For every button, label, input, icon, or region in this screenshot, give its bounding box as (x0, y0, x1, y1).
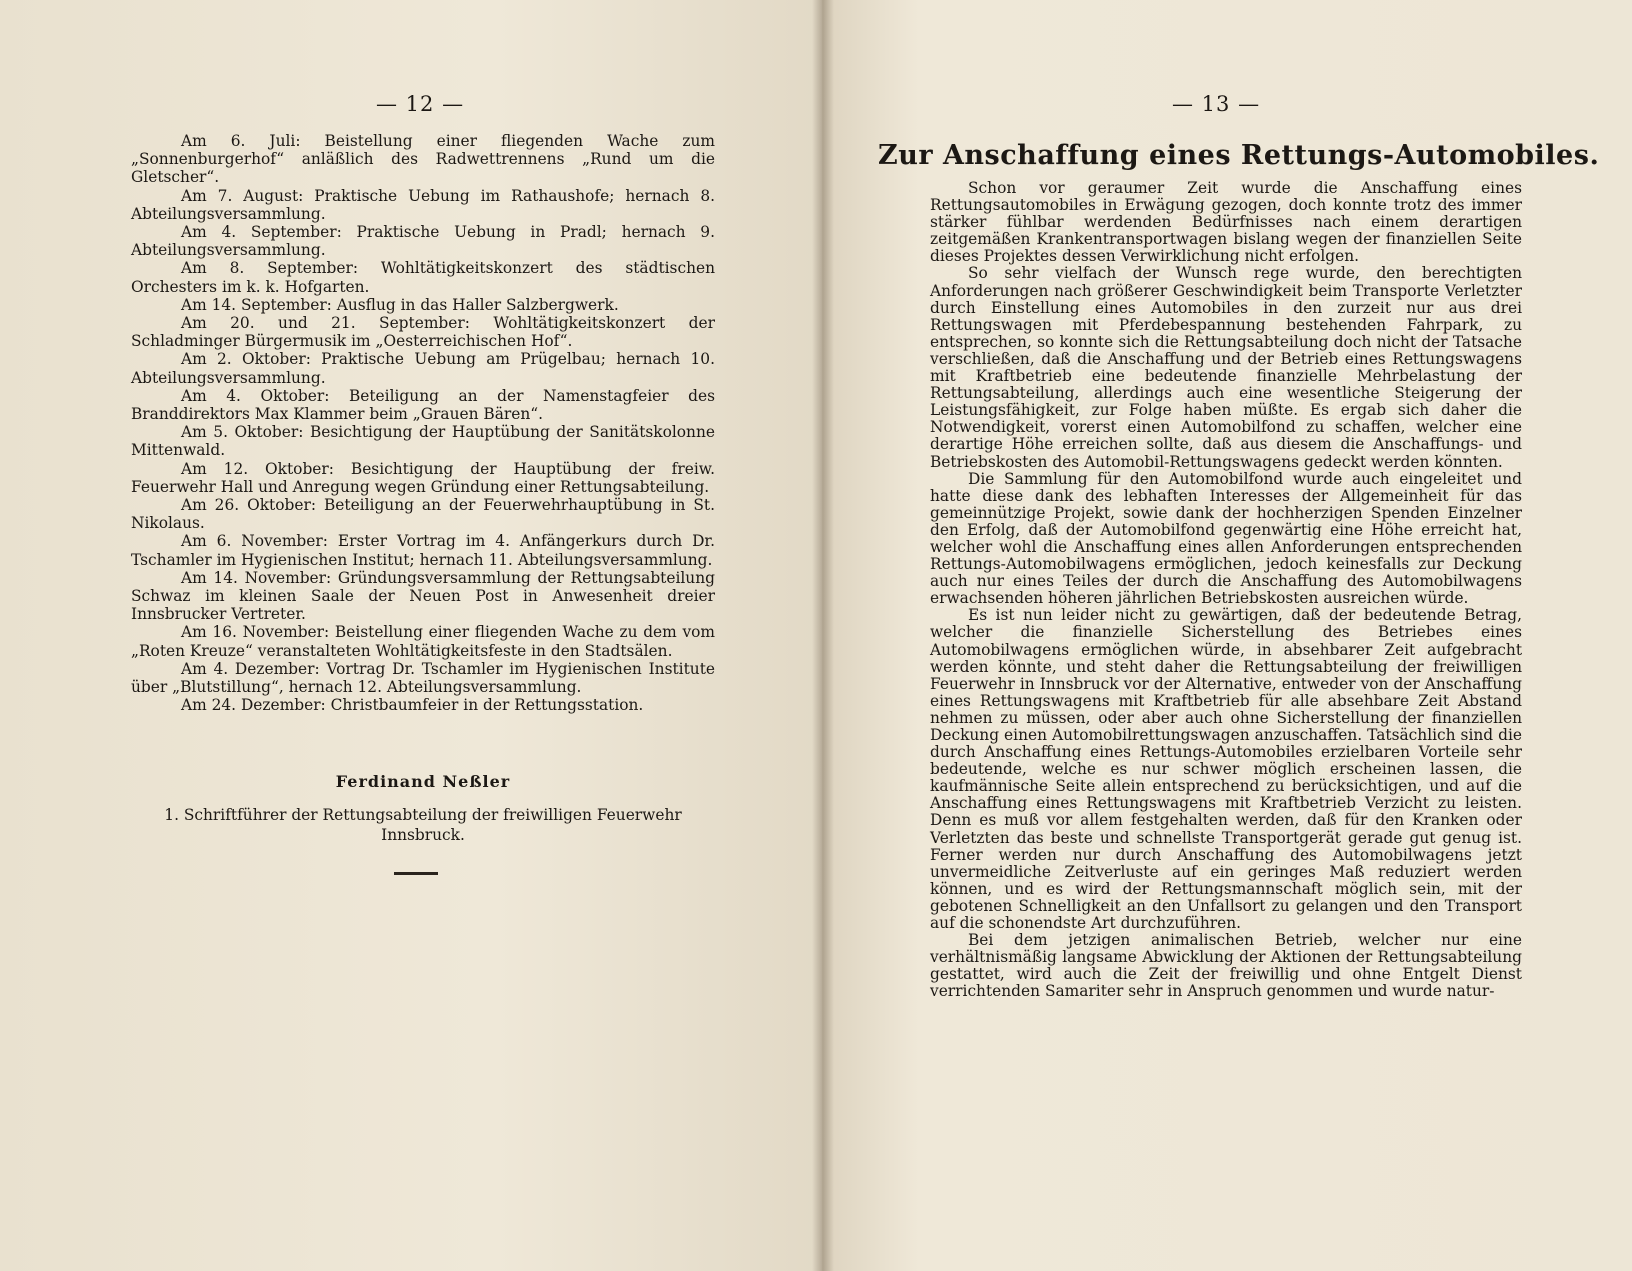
page-number: — 13 — (1172, 92, 1261, 116)
list-item: Am 7. August: Praktische Uebung im Rathaushofe; hernach 8. Abteilungsversammlung. (131, 186, 715, 223)
list-item: Am 24. Dezember: Christbaumfeier in der Rettungsstation. (181, 696, 644, 715)
list-item: Am 26. Oktober: Beteiligung an der Feuerwehrhauptübung in St. Nikolaus. (131, 496, 715, 533)
article-body (930, 180, 1522, 1001)
list-item: Am 4. Oktober: Beteiligung an der Namenstagfeier des Branddirektors Max Klammer beim „Grauen Bären“. (131, 386, 715, 424)
event-list (131, 132, 715, 715)
list-item: Am 8. September: Wohltätigkeitskonzert des städtischen Orchesters im k. k. Hofgarten. (131, 259, 715, 296)
list-item: Am 14. November: Gründungsversammlung der Rettungsabteilung Schwaz im kleinen Saale der Neuen Post in Anwesenheit dreier Innsbrucker Vertreter. (131, 568, 715, 624)
signature-role: 1. Schriftführer der Rettungsabteilung der freiwilligen Feuerwehr Innsbruck. (164, 806, 682, 844)
right-page (822, 0, 1632, 1271)
list-item: Am 2. Oktober: Praktische Uebung am Prügelbau; hernach 10. Abteilungsversammlung. (131, 350, 715, 387)
paragraph: Es ist nun leider nicht zu gewärtigen, daß der bedeutende Betrag, welcher die finanzielle Sicherstellung des Betriebes eines Automobilwagens ermöglichen würde, in absehbarer Zeit aufgebracht werden könnte, und steht daher die Rettungsabteilung der freiwilligen Feuerwehr in Innsbruck vor der Alternative, entweder von der Anschaffung eines Rettungswagens mit Kraftbetrieb für alle absehbare Zeit Abstand nehmen zu müssen, oder aber auch ohne Sicherstellung der finanziellen Deckung einen Automobilrettungswagen anzuschaffen. Tatsächlich sind die durch Anschaffung eines Rettungs-Automobiles erzielbaren Vorteile sehr bedeutende, welche es nur schwer möglich erscheinen lassen, die kaufmännische Seite allein entsprechend zu berücksichtigen, und auf die Anschaffung eines Rettungswagens mit Kraftbetrieb Verzicht zu leisten. Denn es muß vor allem festgehalten werden, daß für den Kranken oder Verletzten das beste und schnellste Transportgerät gerade gut genug ist. Ferner werden nur durch Anschaffung des Automobilwagens jetzt unvermeidliche Zeitverluste auf ein geringes Maß reduziert werden können, und es wird der Rettungsmannschaft möglich sein, mit der gebotenen Schnelligkeit an den Unfallsort zu gelangen und den Transport auf die schonendste Art durchzuführen. (930, 606, 1522, 933)
list-item: Am 6. Juli: Beistellung einer fliegenden Wache zum „Sonnenburgerhof“ anläßlich des Radwettrennens „Rund um die Gletscher“. (131, 132, 715, 187)
list-item: Am 4. Dezember: Vortrag Dr. Tschamler im Hygienischen Institute über „Blutstillung“, hernach 12. Abteilungsversammlung. (131, 659, 715, 697)
book-gutter (812, 0, 834, 1271)
paragraph: Schon vor geraumer Zeit wurde die Anschaffung eines Rettungsautomobiles in Erwägung gezogen, doch konnte trotz des immer stärker fühlbar werdenden Bedürfnisses nach einem derartigen zeitgemäßen Krankentransportwagen bislang wegen der finanziellen Seite dieses Projektes dessen Verwirklichung nicht erfolgen. (930, 179, 1522, 266)
page-number: — 12 — (376, 92, 465, 116)
paragraph: Bei dem jetzigen animalischen Betrieb, welcher nur eine verhältnismäßig langsame Abwicklung der Aktionen der Rettungsabteilung gestattet, wird auch die Zeit der freiwillig und ohne Entgelt Dienst verrichtenden Samariter sehr in Anspruch genommen und wurde natur- (930, 931, 1522, 1001)
signature-name: Ferdinand Neßler (335, 772, 511, 791)
list-item: Am 12. Oktober: Besichtigung der Hauptübung der freiw. Feuerwehr Hall und Anregung wegen Gründung einer Rettungsabteilung. (131, 459, 715, 496)
article-title: Zur Anschaffung eines Rettungs-Automobiles. (878, 140, 1600, 171)
list-item: Am 4. September: Praktische Uebung in Pradl; hernach 9. Abteilungsversammlung. (131, 223, 715, 260)
paragraph: Die Sammlung für den Automobilfond wurde auch eingeleitet und hatte diese dank des lebhaften Interesses der Allgemeinheit für das gemeinnützige Projekt, sowie dank der hochherzigen Spenden Einzelner den Erfolg, daß der Automobilfond gegenwärtig eine Höhe erreicht hat, welcher wohl die Anschaffung eines allen Anforderungen entsprechenden Rettungs-Automobilwagens ermöglichen, jedoch keinesfalls zur Deckung auch nur eines Teiles der durch die Anschaffung des Automobilwagens erwachsenden höheren jährlichen Betriebskosten ausreichen würde. (930, 469, 1522, 608)
list-item: Am 14. September: Ausflug in das Haller Salzbergwerk. (181, 295, 619, 314)
list-item: Am 5. Oktober: Besichtigung der Hauptübung der Sanitätskolonne Mittenwald. (131, 423, 715, 460)
list-item: Am 20. und 21. September: Wohltätigkeitskonzert der Schladminger Bürgermusik im „Oesterreichischen Hof“. (131, 314, 715, 351)
list-item: Am 16. November: Beistellung einer fliegenden Wache zu dem vom „Roten Kreuze“ veranstalteten Wohltätigkeitsfeste in den Stadtsälen. (131, 623, 715, 660)
section-divider (394, 872, 438, 875)
paragraph: So sehr vielfach der Wunsch rege wurde, den berechtigten Anforderungen nach größerer Geschwindigkeit beim Transporte Verletzter durch Einstellung eines Automobiles in den zurzeit nur aus drei Rettungswagen mit Pferdebespannung bestehenden Fahrpark, zu entsprechen, so konnte sich die Rettungsabteilung doch nicht der Tatsache verschließen, daß die Anschaffung und der Betrieb eines Rettungswagens mit Kraftbetrieb eine bedeutende finanzielle Mehrbelastung der Rettungsabteilung, allerdings auch eine wesentliche Steigerung der Leistungsfähigkeit, zur Folge haben müßte. Es ergab sich daher die Notwendigkeit, vorerst einen Automobilfond zu schaffen, welcher eine derartige Höhe erreichen sollte, daß aus diesem die Anschaffungs- und Betriebskosten des Automobil-Rettungswagens gedeckt werden könnten. (930, 264, 1522, 471)
list-item: Am 6. November: Erster Vortrag im 4. Anfängerkurs durch Dr. Tschamler im Hygienischen Institut; hernach 11. Abteilungsversammlung. (131, 532, 715, 569)
